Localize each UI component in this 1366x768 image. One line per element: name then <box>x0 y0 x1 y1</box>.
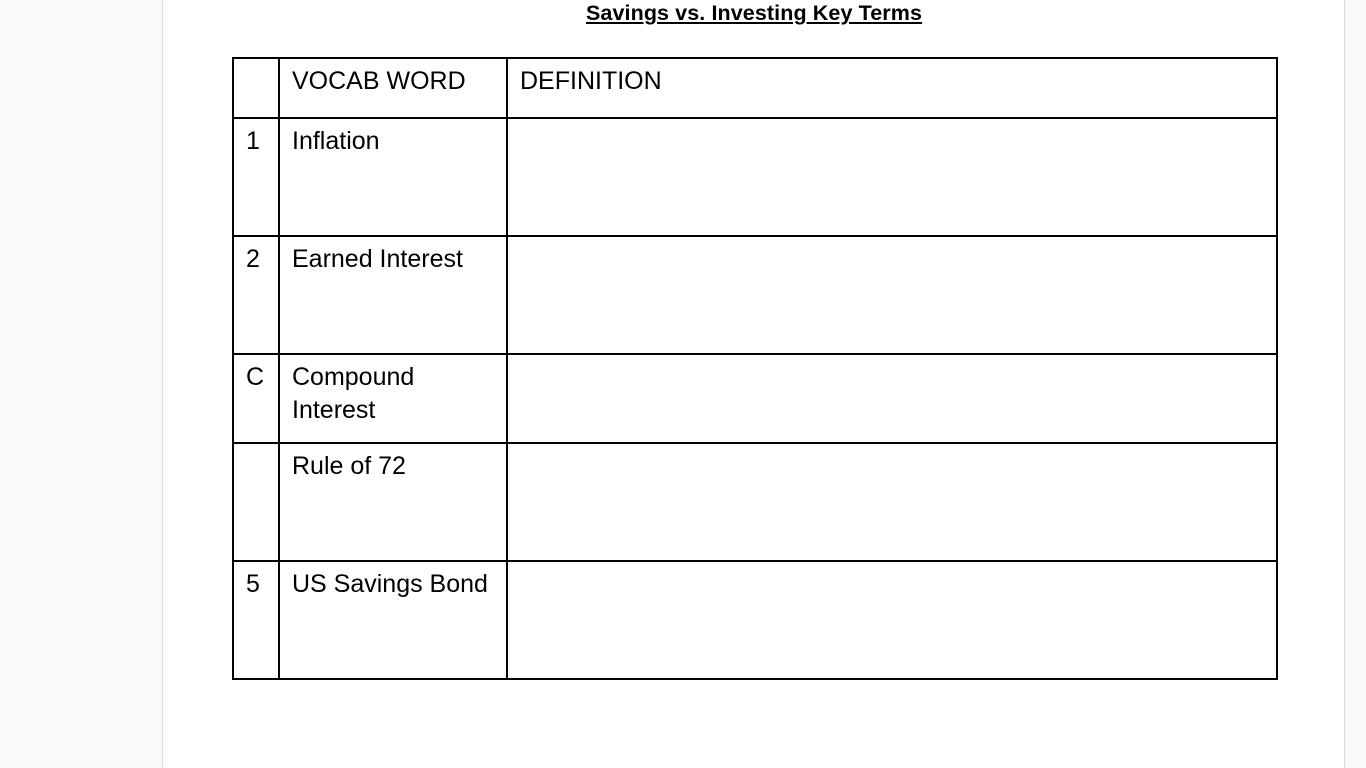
row-definition-input[interactable] <box>507 354 1277 443</box>
row-vocab-word: Compound Interest <box>279 354 507 443</box>
table-row <box>233 443 1277 561</box>
page-title: Savings vs. Investing Key Terms <box>585 1 923 25</box>
row-number: 1 <box>233 118 279 236</box>
table-row <box>233 561 1277 679</box>
table-header-row <box>233 58 1277 118</box>
row-vocab-word: Earned Interest <box>279 236 507 354</box>
table-header-definition: DEFINITION <box>507 58 1277 118</box>
row-definition-input[interactable] <box>507 443 1277 561</box>
vocab-table-container <box>164 26 1344 680</box>
left-margin-gutter <box>0 0 163 768</box>
row-number: C <box>233 354 279 443</box>
table-row <box>233 354 1277 443</box>
row-vocab-word: Inflation <box>279 118 507 236</box>
vocab-table <box>232 57 1278 680</box>
table-row <box>233 118 1277 236</box>
row-number <box>233 443 279 561</box>
row-vocab-word: US Savings Bond <box>279 561 507 679</box>
table-row <box>233 236 1277 354</box>
right-margin-gutter <box>1344 0 1366 768</box>
row-definition-input[interactable] <box>507 236 1277 354</box>
row-number: 2 <box>233 236 279 354</box>
table-header-vocab-word: VOCAB WORD <box>279 58 507 118</box>
row-number: 5 <box>233 561 279 679</box>
table-header-number <box>233 58 279 118</box>
row-definition-input[interactable] <box>507 118 1277 236</box>
row-definition-input[interactable] <box>507 561 1277 679</box>
document-page <box>164 0 1344 768</box>
row-vocab-word: Rule of 72 <box>279 443 507 561</box>
